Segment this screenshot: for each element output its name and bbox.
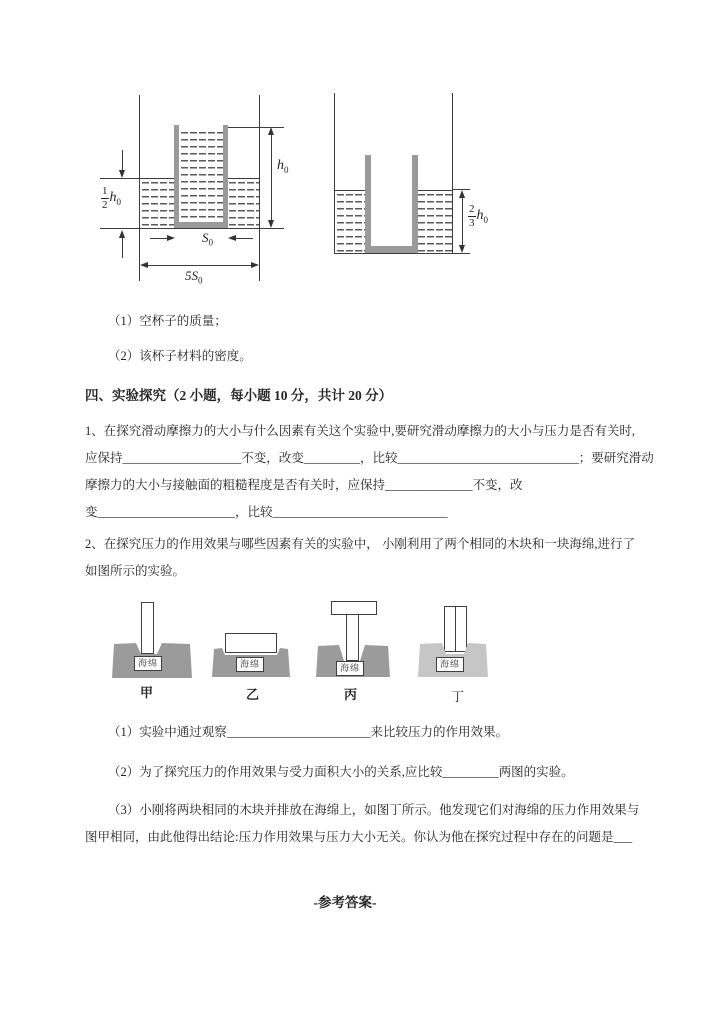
question1-line4: 变______________________，比较____________________________ <box>85 505 448 519</box>
label-s0: $S_0$ <box>202 230 213 248</box>
figure-label-jia: 甲 <box>140 685 154 700</box>
question1-line3: 摩擦力的大小与接触面的粗糙程度是否有关时，应保持______________不变，改 <box>85 478 523 492</box>
question2-part1: （1）实验中通过观察_______________________来比较压力的作用效果。 <box>108 725 509 739</box>
figure-label-yi: 乙 <box>246 687 260 702</box>
question2-part2: （2）为了探究压力的作用效果与受力面积大小的关系,应比较_________两图的实验。 <box>108 765 574 779</box>
sponge-tag-ding: 海绵 <box>436 657 464 672</box>
upright-block-bing <box>346 614 359 661</box>
question2-part3-line1: （3）小刚将两块相同的木块并排放在海绵上，如图丁所示。他发现它们对海绵的压力作用效果与 <box>108 803 640 817</box>
sponge-tag-jia: 海绵 <box>134 656 162 671</box>
flat-block-yi <box>225 633 277 653</box>
problem3-part1: （1）空杯子的质量； <box>108 314 227 328</box>
sponge-tag-yi: 海绵 <box>236 657 264 672</box>
fraction-one-half: $\frac{1}{2}$ <box>102 185 108 211</box>
problem3-part2: （2）该杯子材料的密度。 <box>108 349 252 363</box>
question1-line1: 1、在探究滑动摩擦力的大小与什么因素有关这个实验中,要研究滑动摩擦力的大小与压力是否有关时, <box>85 424 636 438</box>
answer-divider: -参考答案- <box>313 895 377 910</box>
question2-line2: 如图所示的实验。 <box>85 564 186 578</box>
label-h0: $h_0$ <box>277 158 289 175</box>
question1-line2: 应保持___________________不变，改变_________，比较_____________________________；要研究滑动 <box>85 451 654 465</box>
figure-label-bing: 丙 <box>344 687 358 702</box>
sponge-tag-bing: 海绵 <box>336 661 364 676</box>
question2-part3-line2: 图甲相同，由此他得出结论:压力作用效果与压力大小无关。你认为他在探究过程中存在的问题是___ <box>85 830 633 844</box>
fraction-two-thirds: $\frac{2}{3}$ <box>469 203 475 229</box>
question2-line1: 2、在探究压力的作用效果与哪些因素有关的实验中， 小刚利用了两个相同的木块和一块海绵,进行了 <box>85 537 636 551</box>
label-two-thirds-h0: $\frac{2}{3}$ $h_0$ <box>469 203 488 229</box>
top-weight-bing <box>331 601 377 615</box>
upright-block-ding-right <box>455 606 467 652</box>
label-half-h0: $\frac{1}{2}$ $h_0$ <box>102 185 121 211</box>
figure-label-ding: 丁 <box>451 689 465 704</box>
upright-block-jia <box>141 602 154 654</box>
section4-title: 四、实验探究（2 小题，每小题 10 分，共计 20 分） <box>85 388 393 403</box>
label-5s0: $5S_0$ <box>185 268 203 286</box>
